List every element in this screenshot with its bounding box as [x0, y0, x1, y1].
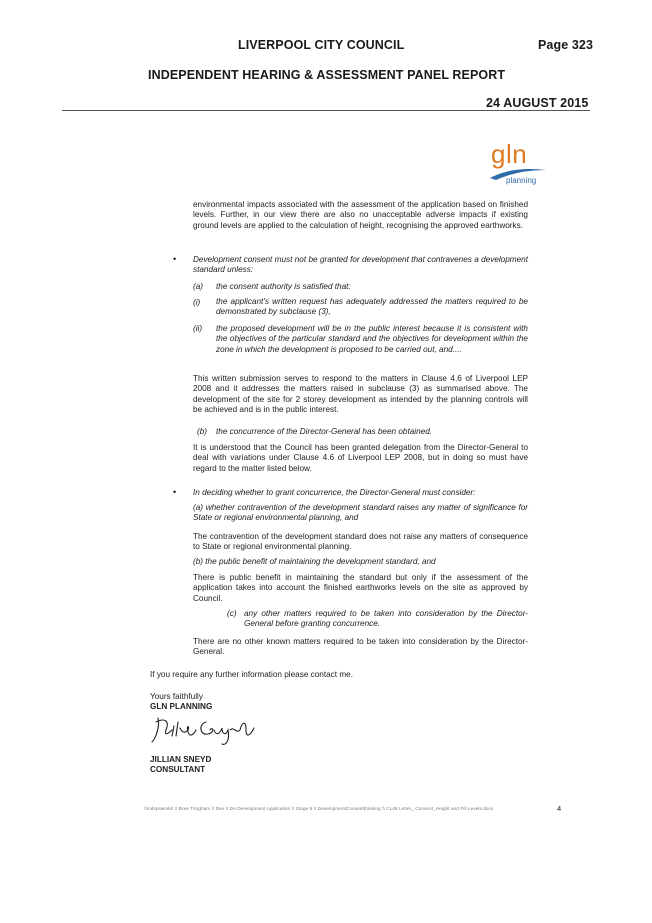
clause-i-label: (i) — [193, 298, 201, 307]
report-date: 24 AUGUST 2015 — [486, 96, 589, 110]
written-submission-paragraph: This written submission serves to respond to the matters in Clause 4.6 of Liverpool LEP 2008 and it addresses the matters raised in subclause (3) as summarised above. The development of the site for 2 storey development as intended by the planning controls will be achieved and is in the public interest. — [193, 374, 528, 414]
clause-a-label: (a) — [193, 282, 204, 291]
concurrence-clause-c-text: any other matters required to be taken into consideration by the Director-General before granting concurrence. — [244, 609, 528, 629]
delegation-paragraph: It is understood that the Council has been granted delegation from the Director-General to deal with variations under Clause 4.6 of Liverpool LEP 2008, but in doing so must have regard to the matter listed below. — [193, 443, 528, 473]
contact-paragraph: If you require any further information please contact me. — [150, 670, 353, 679]
bullet-point: • — [173, 487, 177, 497]
no-other-matters-paragraph: There are no other known matters required to be taken into consideration by the Director- General. — [193, 637, 528, 657]
concurrence-clause-c-label: (c) — [227, 609, 237, 618]
clause-b-label: (b) — [197, 427, 208, 436]
signatory-name: JILLIAN SNEYD — [150, 755, 212, 764]
concurrence-clause-b: (b) the public benefit of maintaining the development standard, and — [193, 557, 436, 566]
clause-i-text: the applicant's written request has adequately addressed the matters required to be demonstrated by subclause (3), — [216, 297, 528, 317]
council-name: LIVERPOOL CITY COUNCIL — [238, 38, 405, 52]
bullet-clause-consent: Development consent must not be granted for development that contravenes a development standard unless: — [193, 255, 528, 275]
logo-subtext: planning — [506, 176, 537, 185]
bullet-point: • — [173, 254, 177, 264]
concurrence-clause-a: (a) whether contravention of the development standard raises any matter of significance for State or regional environmental planning, and — [193, 503, 528, 523]
gln-logo — [488, 139, 550, 190]
signatory-role: CONSULTANT — [150, 765, 206, 774]
handwritten-signature — [150, 712, 260, 750]
clause-a-text: the consent authority is satisfied that: — [216, 282, 351, 291]
clause-ii-label: (ii) — [193, 324, 203, 333]
header-divider — [62, 110, 590, 111]
public-benefit-paragraph: There is public benefit in maintaining the standard but only if the assessment of the application takes into account the finished earthworks levels on the site as approved by Council. — [193, 573, 528, 603]
clause-ii-text: the proposed development will be in the public interest because it is consistent with the objectives of the particular standard and the objectives for development within the zone in which the development is proposed to be carried out, and.... — [216, 324, 528, 354]
clause-b-text: the concurrence of the Director-General has been obtained. — [216, 427, 433, 436]
intro-paragraph: environmental impacts associated with the assessment of the application based on finished levels. Further, in our view there are also no unacceptable adverse impacts if existing ground levels are applied to the calculation of height, recognising the approved earthworks. — [193, 200, 528, 230]
footer-page-number: 4 — [557, 804, 562, 813]
company-name: GLN PLANNING — [150, 702, 213, 711]
page-number: Page 323 — [538, 38, 594, 52]
closing-salutation: Yours faithfully — [150, 692, 203, 701]
logo-text: gln — [491, 139, 528, 169]
report-title: INDEPENDENT HEARING & ASSESSMENT PANEL REPORT — [148, 68, 506, 82]
footer-file-path: \\Indspswmk0 \\ Bree Tringham \\ Dev \\ DA Development Application \\ Stage 5 \\ DevelopmentConsentExisting \\ CL46 Letter_ Consent_Height and Fill Levels.docx — [144, 806, 494, 811]
contravention-paragraph: The contravention of the development standard does not raise any matters of consequence to State or regional environmental planning. — [193, 532, 528, 552]
bullet-clause-concurrence: In deciding whether to grant concurrence, the Director-General must consider: — [193, 488, 476, 497]
